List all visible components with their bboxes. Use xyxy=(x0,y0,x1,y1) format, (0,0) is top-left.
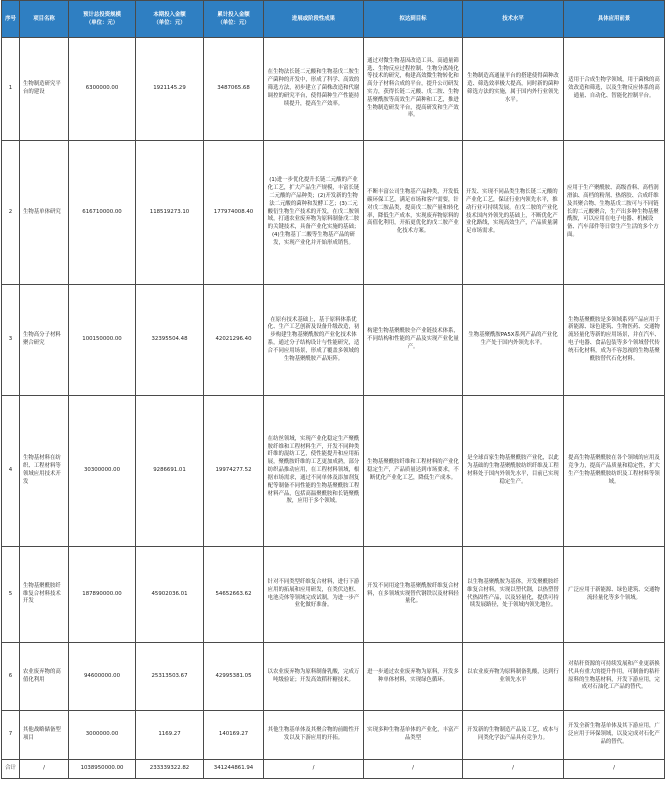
row-seq: 1 xyxy=(2,38,20,141)
row-cumulative-investment: 42021296.40 xyxy=(204,285,264,396)
row-tech-level: 开发、实现不同品类生物长链二元酸的产业化工艺，保证行业内领先水平，推动行业可持续发展。在戊二胺的产业化技术国内外领先的基础上，不断优化产业化路线，实现高效生产，产品质量满足市场需求。 xyxy=(463,141,564,285)
row-total-investment: 94600000.00 xyxy=(69,643,136,711)
row-seq: 7 xyxy=(2,711,20,760)
total-goal: / xyxy=(364,760,463,779)
table-row xyxy=(2,711,665,760)
row-project-name: 农业废弃物的高值化利用 xyxy=(20,643,69,711)
row-progress: 在生物法长链二元酸和生物基戊二胺生产菌种的开发中，形成了科学、高效的筛选方法，初步建立了菌株改造和代谢调控的研究平台，使得菌种生产性能持续提升，提高生产效率。 xyxy=(264,38,364,141)
row-progress: (1)进一步优化提升长链二元酸的产业化工艺，扩大产品生产规模，丰富长链二元酸的产品种类；(2)开发新的生物法二元酸的菌种和发酵工艺；(3)二元酸衍生物生产技术的开发，在戊二胺领域，打通农业废弃物为原料制备戊二胺的关键技术，具备产业化实施的基础；(4)生物基丁二酸等生物基产品的研发，实现产业化并开始形成销售。 xyxy=(264,141,364,285)
row-project-name: 其他战略储备型项目 xyxy=(20,711,69,760)
row-seq: 2 xyxy=(2,141,20,285)
row-seq: 4 xyxy=(2,396,20,547)
row-goal: 开发不同用途生物基聚酰胺纤维复合材料，在多领域实现替代钢铁以及材料轻量化。 xyxy=(364,547,463,643)
row-project-name: 生物基聚酰胺纤维复合材料技术开发 xyxy=(20,547,69,643)
row-goal: 实现多种生物基单体的产业化，丰富产品类型 xyxy=(364,711,463,760)
header-project-name: 项目名称 xyxy=(20,1,69,38)
header-total-investment-text: 预计总投资规模 （单位：元） xyxy=(83,11,121,26)
header-tech-level: 技术水平 xyxy=(463,1,564,38)
total-current-investment: 233339322.82 xyxy=(136,760,204,779)
header-current-investment-text: 本期投入金额 （单位：元） xyxy=(153,11,186,26)
header-progress: 进展或阶段性成果 xyxy=(264,1,364,38)
table-header-row xyxy=(2,1,665,38)
row-project-name: 生物制造研究平台的建设 xyxy=(20,38,69,141)
row-progress: 针对不同类型纤维复合材料，进行下游应用的拓展和应用研发，在类伏边框、电池壳体等领域完成试制，为进一步产业化做好准备。 xyxy=(264,547,364,643)
row-progress: 以农业废弃物为原料制备乳酸，完成万吨级验证；开发高效稻秆糖技术。 xyxy=(264,643,364,711)
total-tech-level: / xyxy=(463,760,564,779)
row-tech-level: 是全球首家生物基聚酰胺产业化，以此为基础的生物基聚酰胺纺织纤维及工程材料处于国内外领先水平，目前已实现稳定生产。 xyxy=(463,396,564,547)
row-total-investment: 3000000.00 xyxy=(69,711,136,760)
row-goal: 通过对微生物基因改造工具、高通量筛选、生物反应过程控制、生物分离纯化等技术的研究，构建高效微生物转化和高分子材料合成的平台，提升公司研发实力，获得长链二元酸、戊二胺、生物基聚酰胺等高效生产菌种和工艺，推进生物制造研发平台，提高研发和生产效率。 xyxy=(364,38,463,141)
row-tech-level: 开发新的生物制造产品及工艺，成本与同类化学法产品具有竞争力。 xyxy=(463,711,564,760)
total-total-investment: 1038950000.00 xyxy=(69,760,136,779)
table-row xyxy=(2,643,665,711)
row-total-investment: 30300000.00 xyxy=(69,396,136,547)
row-application: 广泛应用于新能源、绿色建筑、交通物流轻量化等多个领域。 xyxy=(564,547,665,643)
total-progress: / xyxy=(264,760,364,779)
row-goal: 构建生物基聚酰胺全产业链技术体系，不同结构和性能的产品及实现产业化量产。 xyxy=(364,285,463,396)
row-project-name: 生物基材料在纺织、工程材料等领域应用技术开发 xyxy=(20,396,69,547)
header-goal: 拟达到目标 xyxy=(364,1,463,38)
total-application: / xyxy=(564,760,665,779)
rd-projects-table xyxy=(1,0,665,779)
row-application: 生物基聚酰胺是多领域系列产品应用于新能源、绿色建筑、生物医药、交通物流轻量化等新的应用场景，并在汽车、电子电器、食品包装等多个领域替代传统石化材料，成为不容忽视的生物基聚酰胺替代石化材料。 xyxy=(564,285,665,396)
row-progress: 在纺丝领域，实现产业化稳定生产聚酰胺纤维和工程材料生产，开发不同种类纤维的混纺工艺，使性能提升和应用拓展，聚酰胺纤维的工艺更加成熟，部分纺织品推动应用，在工程材料领域，根据市场需求，通过不同单体及添加剂复配等制备不同性能的生物基聚酰胺工程材料产品，包括高温聚酰胺和长链聚酰胺，应用于多个领域。 xyxy=(264,396,364,547)
row-current-investment: 1169.27 xyxy=(136,711,204,760)
row-current-investment: 9286691.01 xyxy=(136,396,204,547)
row-current-investment: 25313503.67 xyxy=(136,643,204,711)
row-goal: 进一步通过农业废弃物为原料，开发多种单体材料，实现绿色循环。 xyxy=(364,643,463,711)
row-application: 开发全新生物基单体及其下游应用，广泛应用于环保领域，以及完成对石化产品的替代。 xyxy=(564,711,665,760)
row-progress: 其他生物基单体及其聚合物的前瞻性开发以及下游应用的开拓。 xyxy=(264,711,364,760)
table-row xyxy=(2,396,665,547)
table-row xyxy=(2,38,665,141)
table-row xyxy=(2,141,665,285)
row-tech-level: 生物基聚酰胺PA5X系列产品的产业化生产处于国内外领先水平。 xyxy=(463,285,564,396)
header-application: 具体应用前景 xyxy=(564,1,665,38)
header-cumulative-investment xyxy=(204,1,264,38)
row-total-investment: 616710000.00 xyxy=(69,141,136,285)
row-total-investment: 6300000.00 xyxy=(69,38,136,141)
row-cumulative-investment: 19974277.52 xyxy=(204,396,264,547)
header-cumulative-investment-text: 累计投入金额 （单位：元） xyxy=(217,11,250,26)
row-goal: 生物基聚酰胺纤维和工程材料的产业化稳定生产，产品质量达到市场要求，不断优化产业化工艺，降低生产成本。 xyxy=(364,396,463,547)
row-cumulative-investment: 177974008.40 xyxy=(204,141,264,285)
row-seq: 5 xyxy=(2,547,20,643)
row-current-investment: 1921145.29 xyxy=(136,38,204,141)
row-current-investment: 32395504.48 xyxy=(136,285,204,396)
row-current-investment: 45902036.01 xyxy=(136,547,204,643)
row-application: 提高生物基聚酰胺在各个领域的应用及竞争力，提高产品质量和稳定性，扩大生产生物基聚酰胺纺织及工程材料等领域。 xyxy=(564,396,665,547)
row-total-investment: 187890000.00 xyxy=(69,547,136,643)
row-cumulative-investment: 42995381.05 xyxy=(204,643,264,711)
row-progress: 在原有技术基础上，基于原料体系优化、生产工艺创新及设备升级改造，初步构建生物基聚酰胺的产业化技术体系，通过分子结构设计与性能研究，适合不同应用场景，形成了覆盖多领域的生物基聚酰胺产品矩阵。 xyxy=(264,285,364,396)
row-application: 对秸秆资源的可持续发展和产业更新换代具有重大的提升作用，可制备的秸秆原料的生物基材料，开发下游应用，完成对石油化工产品的替代。 xyxy=(564,643,665,711)
total-cumulative-investment: 341244861.94 xyxy=(204,760,264,779)
row-project-name: 生物基单体研究 xyxy=(20,141,69,285)
total-project-name: / xyxy=(20,760,69,779)
table-row xyxy=(2,285,665,396)
row-tech-level: 生物制造高通量平台的搭建使得菌种改造、筛选效率极大提高，同时新的菌种筛选方法的实施，属于国内外行业领先水平。 xyxy=(463,38,564,141)
row-cumulative-investment: 140169.27 xyxy=(204,711,264,760)
row-application: 应用于生产聚酰胺、高级香料、高档润滑油、高档的粉剂、热熔胶、合成纤维及其聚合物、生物基戊二胺可与不同链长的二元酸聚合，生产出多种生物基聚酰胺，可以应用在电子电器、机械设备、汽车部件等日常生产生活的多个方面。 xyxy=(564,141,665,285)
row-project-name: 生物高分子材料聚合研究 xyxy=(20,285,69,396)
row-total-investment: 100150000.00 xyxy=(69,285,136,396)
row-goal: 不断丰富公司生物基产品种类，开发低碳环保工艺，满足市场和客户需要，针对戊二胺品类，提高戊二胺产量和转化率，降低生产成本，实现废弃物原料的高值化利用，开拓更优化的戊二胺产业化技术方案。 xyxy=(364,141,463,285)
row-cumulative-investment: 54652663.62 xyxy=(204,547,264,643)
header-total-investment xyxy=(69,1,136,38)
row-seq: 3 xyxy=(2,285,20,396)
header-seq: 序号 xyxy=(2,1,20,38)
row-tech-level: 以生物基聚酰胺为基体，开发聚酰胺纤维复合材料，实现以塑代钢，以热塑替代热固性产品，以及轻量化，提供可持续发展路径，处于领域内领先地位。 xyxy=(463,547,564,643)
row-current-investment: 118519273.10 xyxy=(136,141,204,285)
table-row xyxy=(2,547,665,643)
row-application: 适用于合成生物学领域，用于菌株的高效改造和筛选，以及生物反应体系的高通量、自动化、智能化控制平台。 xyxy=(564,38,665,141)
row-cumulative-investment: 3487065.68 xyxy=(204,38,264,141)
total-row xyxy=(2,760,665,779)
row-tech-level: 以农业废弃物为原料制备乳酸，达到行业领先水平 xyxy=(463,643,564,711)
row-seq: 6 xyxy=(2,643,20,711)
header-current-investment xyxy=(136,1,204,38)
total-label: 合计 xyxy=(2,760,20,779)
